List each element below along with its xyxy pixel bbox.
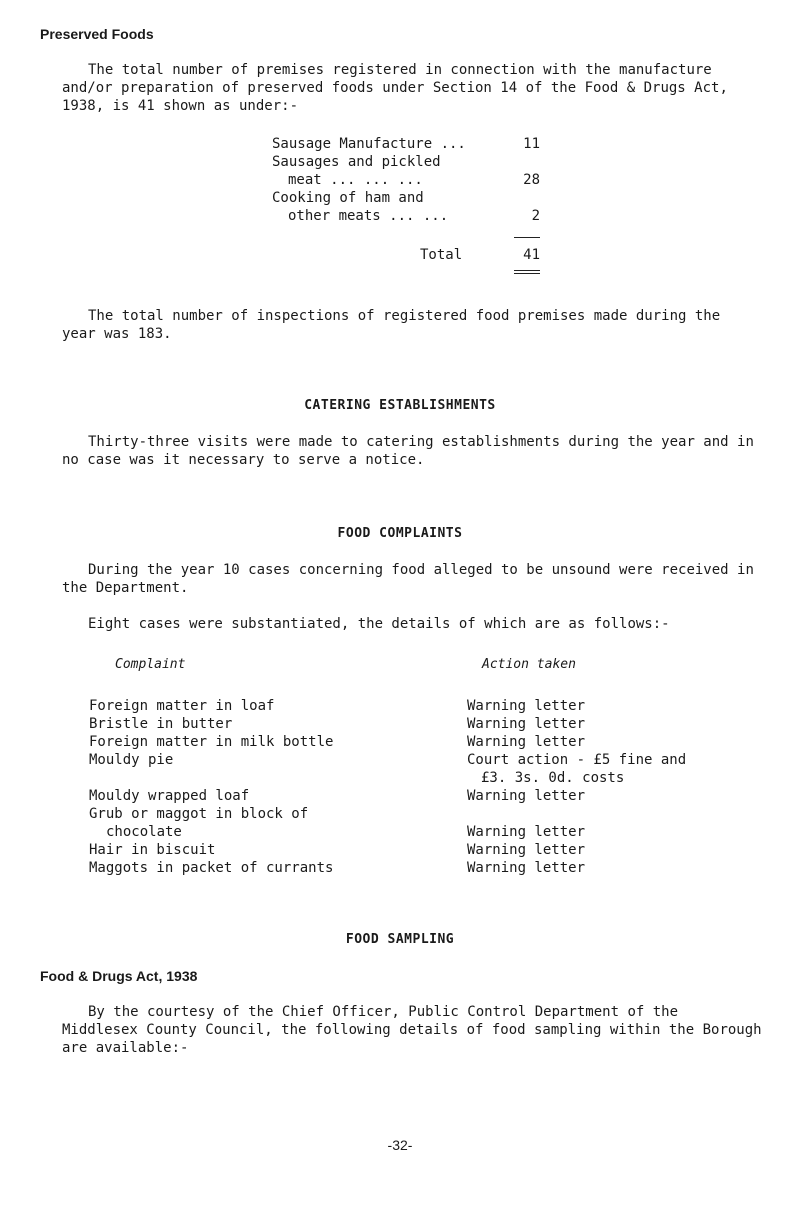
action-cell: Warning letter <box>467 788 586 804</box>
total-double-rule <box>514 270 540 274</box>
action-cell: Warning letter <box>467 716 586 732</box>
premises-value: 2 <box>531 208 540 224</box>
complaint-cell: Mouldy wrapped loaf <box>89 788 250 804</box>
action-cell: Warning letter <box>467 824 586 840</box>
section-title: Preserved Foods <box>40 26 154 42</box>
premises-value: 11 <box>523 136 540 152</box>
action-cell: Warning letter <box>467 698 586 714</box>
col-header-action: Action taken <box>482 657 576 672</box>
sampling-paragraph: By the courtesy of the Chief Officer, Public Control Department of the Middlesex County Council, the following details of food sampling within the Borough are available:- <box>62 1004 762 1056</box>
premises-row <box>272 135 466 153</box>
action-cell: Warning letter <box>467 842 586 858</box>
total-value: 41 <box>523 247 540 263</box>
complaints-intro: Eight cases were substantiated, the details of which are as follows:- <box>88 616 670 632</box>
action-cell: Warning letter <box>467 860 586 876</box>
premises-label: Cooking of ham and <box>272 190 424 206</box>
catering-paragraph: Thirty-three visits were made to catering establishments during the year and in no case was it necessary to serve a notice. <box>62 434 754 468</box>
premises-label: Sausage Manufacture ... <box>272 136 466 152</box>
complaint-cell-cont: chocolate <box>106 824 182 840</box>
premises-value: 28 <box>523 172 540 188</box>
complaint-cell: Maggots in packet of currants <box>89 860 334 876</box>
subtotal-rule <box>514 237 540 238</box>
action-cell: Court action - £5 fine and <box>467 752 687 768</box>
premises-label-cont: other meats ... ... <box>288 208 449 224</box>
col-header-complaint: Complaint <box>115 657 186 672</box>
complaint-cell: Foreign matter in loaf <box>89 698 275 714</box>
page-number: -32- <box>387 1137 413 1153</box>
intro-paragraph: The total number of premises registered in connection with the manufacture and/or preparation of preserved foods under Section 14 of the Food & Drugs Act, 1938, is 41 shown as under:- <box>62 62 728 114</box>
premises-label-cont: meat ... ... ... <box>288 172 423 188</box>
total-label: Total <box>420 247 463 263</box>
complaints-heading: FOOD COMPLAINTS <box>337 526 463 541</box>
sampling-subheading: Food & Drugs Act, 1938 <box>40 968 198 984</box>
premises-label: Sausages and pickled <box>272 154 441 170</box>
complaints-paragraph: During the year 10 cases concerning food alleged to be unsound were received in the Department. <box>62 562 754 596</box>
catering-heading: CATERING ESTABLISHMENTS <box>304 398 496 413</box>
action-cell-cont: £3. 3s. 0d. costs <box>481 770 625 786</box>
inspections-paragraph: The total number of inspections of registered food premises made during the year was 183. <box>62 308 721 342</box>
complaint-cell: Mouldy pie <box>89 752 174 768</box>
sampling-heading: FOOD SAMPLING <box>345 932 455 947</box>
complaint-cell: Bristle in butter <box>89 716 233 732</box>
complaint-cell: Hair in biscuit <box>89 842 216 858</box>
action-cell: Warning letter <box>467 734 586 750</box>
complaint-cell: Grub or maggot in block of <box>89 806 309 822</box>
complaint-cell: Foreign matter in milk bottle <box>89 734 334 750</box>
